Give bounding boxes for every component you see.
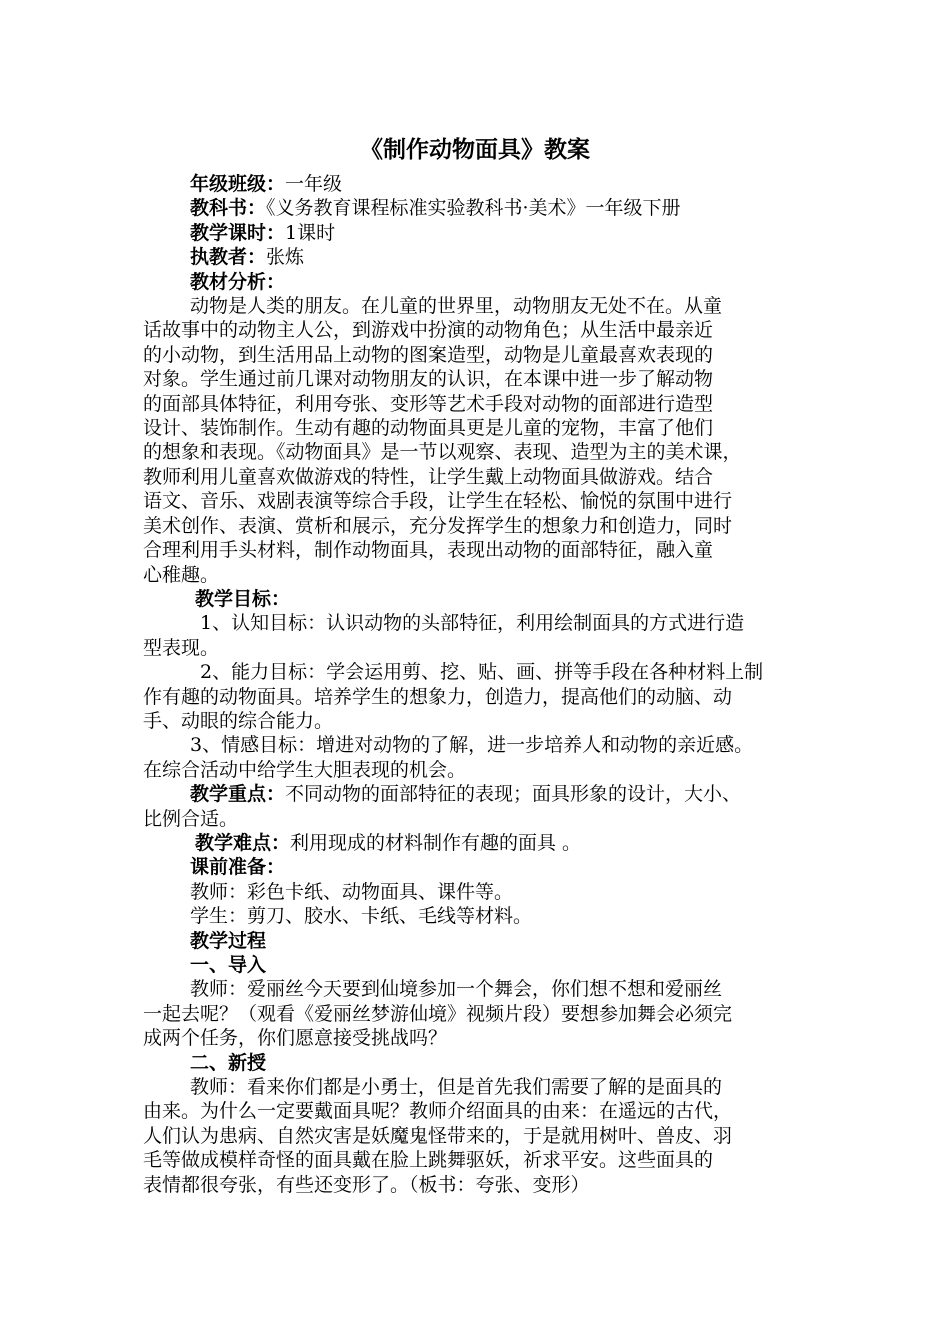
analysis-label: 教材分析： (190, 270, 286, 293)
section2-line: 表情都很夸张，有些还变形了。（板书：夸张、变形） (143, 1173, 590, 1196)
key-points-line: 比例合适。 (143, 807, 239, 830)
goal1-paragraph (143, 611, 823, 660)
section2-label: 二、新授 (190, 1051, 267, 1074)
teacher-line (143, 245, 823, 269)
section2-line: 毛等做成模样奇怪的面具戴在脸上跳舞驱妖，祈求平安。这些面具的 (143, 1149, 714, 1172)
goal-line: 3、情感目标：增进对动物的了解，进一步培养人和动物的亲近感。 (190, 734, 754, 757)
section2-heading (143, 1051, 823, 1075)
section2-line: 人们认为患病、自然灾害是妖魔鬼怪带来的，于是就用树叶、兽皮、羽 (143, 1124, 733, 1147)
goal-line: 作有趣的动物面具。培养学生的想象力，创造力，提高他们的动脑、动 (143, 685, 733, 708)
textbook-line (143, 196, 823, 220)
analysis-line: 动物是人类的朋友。在儿童的世界里，动物朋友无处不在。从童 (190, 295, 723, 318)
analysis-line: 的小动物，到生活用品上动物的图案造型，动物是儿童最喜欢表现的 (143, 343, 714, 366)
goal-line: 手、动眼的综合能力。 (143, 709, 334, 732)
goal-line: 在综合活动中给学生大胆表现的机会。 (143, 758, 467, 781)
prep-label: 课前准备： (190, 856, 286, 879)
document-title: 《制作动物面具》教案 (360, 136, 590, 163)
analysis-heading (143, 270, 823, 294)
section1-line: 成两个任务，你们愿意接受挑战吗？ (143, 1027, 448, 1050)
teacher-value: 张炼 (266, 246, 305, 269)
goal-line: 型表现。 (143, 636, 220, 659)
section2-line: 由来。为什么一定要戴面具呢？教师介绍面具的由来：在遥远的古代， (143, 1100, 733, 1123)
analysis-line: 的面部具体特征，利用夸张、变形等艺术手段对动物的面部进行造型 (143, 392, 714, 415)
difficulty-value: 利用现成的材料制作有趣的面具 。 (290, 831, 582, 854)
teacher-label: 执教者： (190, 246, 267, 269)
goal-line: 1、认知目标：认识动物的头部特征，利用绘制面具的方式进行造 (200, 612, 745, 635)
process-heading (143, 929, 823, 953)
section2-paragraph (143, 1075, 823, 1197)
analysis-line: 心稚趣。 (143, 563, 220, 586)
key-value: 不同动物的面部特征的表现；面具形象的设计，大小、 (285, 783, 742, 806)
grade-value: 一年级 (285, 173, 343, 195)
analysis-line: 合理利用手头材料，制作动物面具，表现出动物的面部特征，融入童 (143, 539, 714, 562)
difficulty-line (143, 831, 823, 855)
goals-heading (143, 587, 823, 611)
hours-line (143, 221, 823, 245)
hours-value: 1课时 (285, 221, 336, 244)
document-body (143, 172, 823, 1197)
section1-heading (143, 953, 823, 977)
goals-label: 教学目标： (195, 587, 291, 610)
prep-teacher: 教师：彩色卡纸、动物面具、课件等。 (190, 880, 514, 903)
analysis-line: 语文、音乐、戏剧表演等综合手段，让学生在轻松、愉悦的氛围中进行 (143, 490, 733, 513)
key-points-line (143, 782, 823, 806)
section2-line: 教师：看来你们都是小勇士，但是首先我们需要了解的是面具的 (190, 1076, 723, 1099)
process-label: 教学过程 (190, 929, 267, 952)
analysis-line: 的想象和表现。《动物面具》是一节以观察、表现、造型为主的美术课， (143, 441, 742, 464)
section1-line: 一起去呢？（观看《爱丽丝梦游仙境》视频片段）要想参加舞会必须完 (143, 1002, 733, 1025)
analysis-line: 教师利用儿童喜欢做游戏的特性，让学生戴上动物面具做游戏。结合 (143, 465, 714, 488)
grade-line (143, 172, 823, 196)
section1-paragraph (143, 977, 823, 1050)
goal3-paragraph (143, 733, 823, 782)
section1-label: 一、导入 (190, 954, 267, 976)
section1-line: 教师：爱丽丝今天要到仙境参加一个舞会，你们想不想和爱丽丝 (190, 978, 723, 1001)
prep-student: 学生：剪刀、胶水、卡纸、毛线等材料。 (190, 905, 533, 928)
hours-label: 教学课时： (190, 221, 286, 244)
grade-label: 年级班级： (190, 173, 286, 195)
prep-heading (143, 855, 823, 879)
goal-line: 2、能力目标：学会运用剪、挖、贴、画、拼等手段在各种材料上制 (200, 661, 764, 684)
analysis-line: 设计、装饰制作。生动有趣的动物面具更是儿童的宠物，丰富了他们 (143, 417, 714, 440)
analysis-paragraph (143, 294, 823, 587)
analysis-line: 话故事中的动物主人公，到游戏中扮演的动物角色；从生活中最亲近 (143, 319, 714, 342)
key-label: 教学重点： (190, 783, 286, 806)
goal2-paragraph (143, 660, 823, 733)
analysis-line: 美术创作、表演、赏析和展示，充分发挥学生的想象力和创造力，同时 (143, 514, 733, 537)
key-points-paragraph (143, 782, 823, 831)
textbook-label: 教科书： (190, 197, 267, 220)
textbook-value: 《义务教育课程标准实验教科书·美术》一年级下册 (266, 197, 681, 220)
analysis-line: 对象。学生通过前几课对动物朋友的认识，在本课中进一步了解动物 (143, 368, 714, 391)
difficulty-label: 教学难点： (195, 831, 291, 854)
